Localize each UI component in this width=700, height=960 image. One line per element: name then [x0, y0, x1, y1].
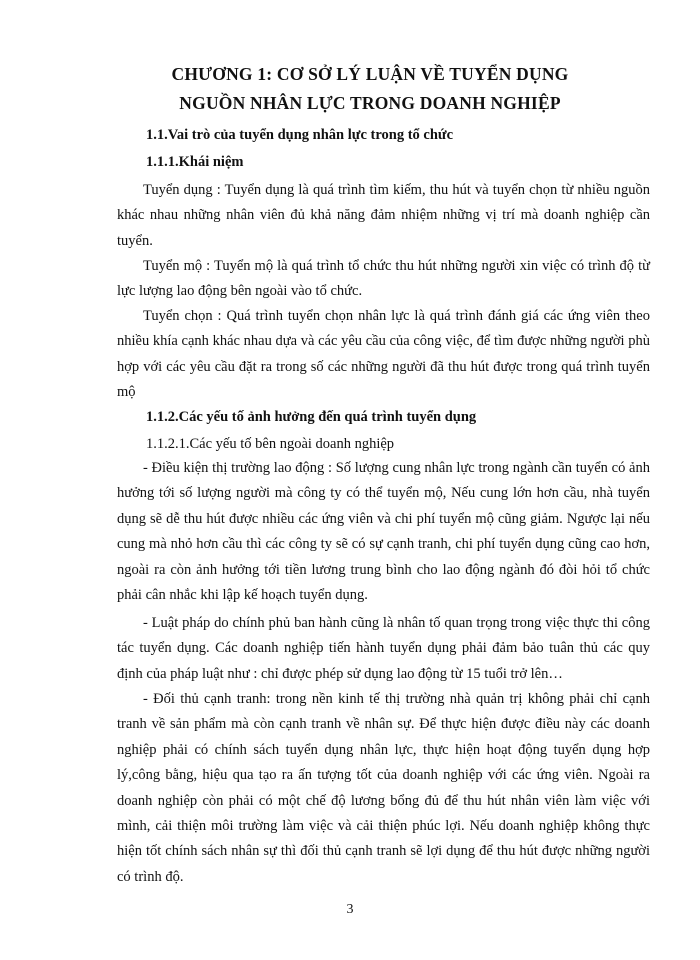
section-heading-1-1-2: 1.1.2.Các yếu tố ảnh hưởng đến quá trình tuyển dụng — [146, 409, 477, 425]
page-number: 3 — [346, 902, 354, 917]
chapter-title-line-2: NGUỒN NHÂN LỰC TRONG DOANH NGHIỆP — [179, 93, 561, 113]
paragraph-tuyen-mo: Tuyển mộ : Tuyển mộ là quá trình tổ chức thu hút những người xin việc có trình độ từ lực lượng lao động bên ngoài vào tổ chức. — [117, 258, 650, 300]
paragraph-doi-thu-canh-tranh: - Đối thủ cạnh tranh: trong nền kinh tế thị trường nhà quản trị không phải chỉ cạnh tranh về sản phẩm mà còn cạnh tranh về nhân sự. Để thực hiện được điều này các doanh nghiệp phải có chính sách tuyển dụng nhân lực, thực hiện hoạt động tuyển dụng hợp lý,công bằng, hiệu qua tạo ra ấn tượng tốt của doanh nghiệp với các ứng viên. Ngoài ra doanh nghiệp còn phải có một chế độ lương bổng đủ để thu hút nhân viên làm việc với mình, cải thiện môi trường làm việc và cải thiện phúc lợi. Nếu doanh nghiệp không thực hiện tốt chính sách nhân sự thì đối thủ cạnh tranh sẽ lợi dụng để thu hút được những người có trình độ. — [117, 691, 650, 885]
paragraph-tuyen-chon: Tuyển chọn : Quá trình tuyển chọn nhân lực là quá trình đánh giá các ứng viên theo nhiều khía cạnh khác nhau dựa và các yêu cầu của công việc, để tìm được những người phù hợp với các yêu cầu đặt ra trong số các những người đã thu hút được trong quá trình tuyển mộ — [117, 308, 650, 401]
paragraph-luat-phap: - Luật pháp do chính phủ ban hành cũng là nhân tố quan trọng trong việc thực thi công tác tuyển dụng. Các doanh nghiệp tiến hành tuyển dụng phải đảm bảo tuân thủ các quy định của pháp luật như : chỉ được phép sử dụng lao động từ 15 tuổi trở lên… — [117, 615, 650, 682]
paragraph-tuyen-dung: Tuyển dụng : Tuyển dụng là quá trình tìm kiếm, thu hút và tuyển chọn từ nhiều nguồn khác nhau những nhân viên đủ khả năng đảm nhiệm những vị trí mà doanh nghiệp cần tuyển. — [117, 182, 650, 249]
paragraph-thi-truong-lao-dong: - Điều kiện thị trường lao động : Số lượng cung nhân lực trong ngành cần tuyển có ảnh hưởng tới số lượng người mà công ty có thể tuyển mộ, Nếu cung lớn hơn cầu, nhà tuyển dụng sẽ dễ thu hút được nhiều các ứng viên và chi phí tuyển mộ cũng giảm. Ngược lại nếu cung mà nhỏ hơn cầu thì các công ty sẽ có sự cạnh tranh, chi phí tuyển dụng cũng cao hơn, ngoài ra còn ảnh hưởng tới tiền lương trung bình cho lao động ngành đó đòi hỏi tổ chức phải cân nhắc khi lập kế hoạch tuyển dụng. — [117, 460, 650, 604]
section-heading-1-1: 1.1.Vai trò của tuyển dụng nhân lực trong tổ chức — [146, 127, 454, 143]
subsection-heading-1-1-2-1: 1.1.2.1.Các yếu tố bên ngoài doanh nghiệp — [146, 436, 395, 452]
chapter-title-line-1: CHƯƠNG 1: CƠ SỞ LÝ LUẬN VỀ TUYỂN DỤNG — [171, 64, 569, 84]
section-heading-1-1-1: 1.1.1.Khái niệm — [146, 154, 244, 170]
